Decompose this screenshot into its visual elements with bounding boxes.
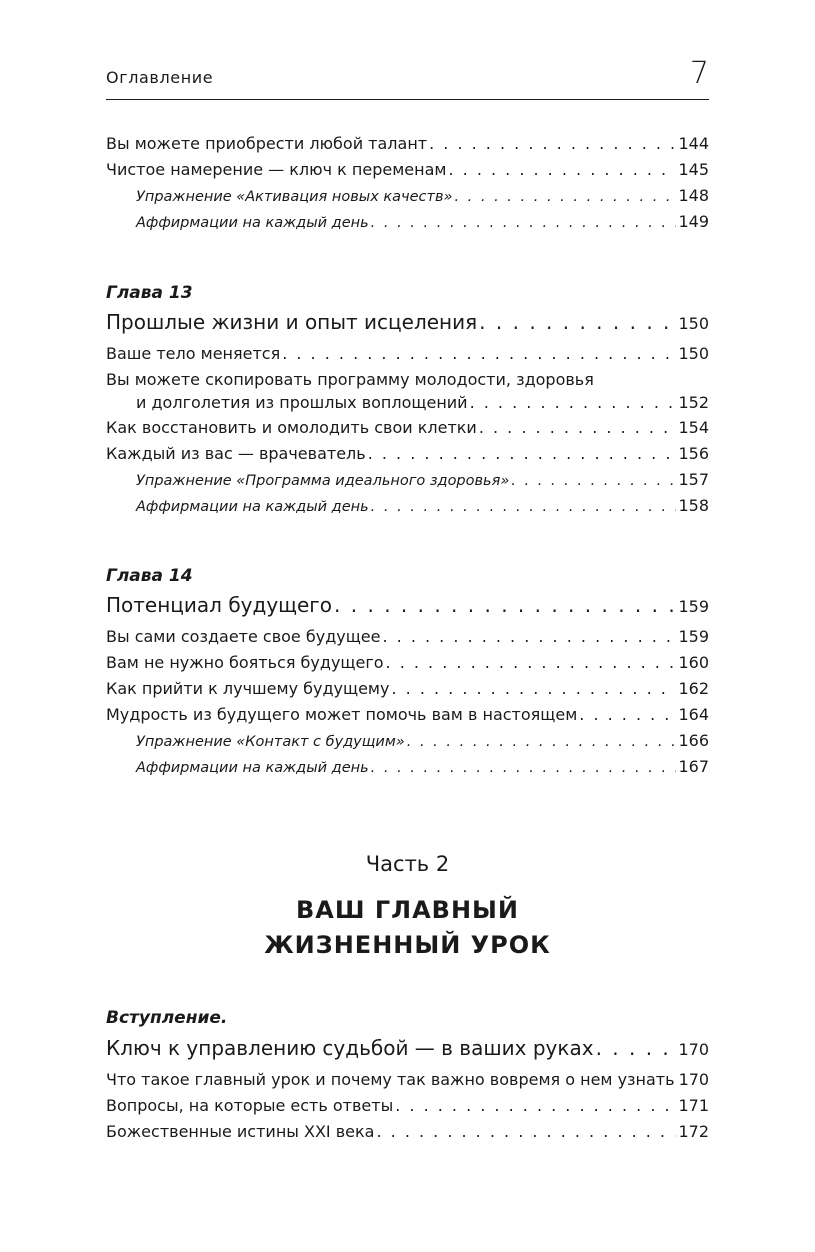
- dot-leader: [371, 758, 677, 778]
- dot-leader: [407, 732, 677, 752]
- dot-leader: [371, 497, 677, 517]
- dot-leader: [448, 160, 676, 180]
- chapter-title-entry[interactable]: [106, 1036, 709, 1062]
- toc-entry-title: Вам не нужно бояться будущего: [106, 653, 384, 672]
- toc-entry-exercise[interactable]: [136, 731, 709, 752]
- dot-leader: [454, 187, 676, 207]
- part-title-line2: ЖИЗНЕННЫЙ УРОК: [264, 931, 551, 959]
- toc-entry-page: 170: [678, 1070, 710, 1089]
- toc-entry[interactable]: [106, 627, 709, 647]
- toc-entry-page: 154: [678, 418, 709, 437]
- toc-entry-title: Как восстановить и омолодить свои клетки: [106, 418, 477, 437]
- toc-entry[interactable]: [106, 444, 709, 464]
- dot-leader: [395, 1096, 676, 1116]
- chapter-label: Глава 13: [106, 283, 193, 303]
- toc-entry-page: 148: [678, 186, 709, 205]
- dot-leader: [579, 705, 676, 725]
- dot-leader: [470, 393, 677, 413]
- dot-leader: [391, 679, 676, 699]
- toc-entry-title: Каждый из вас — врачеватель: [106, 444, 366, 463]
- toc-entry[interactable]: [106, 705, 709, 725]
- toc-entry[interactable]: [106, 1070, 709, 1090]
- toc-entry[interactable]: [106, 1096, 709, 1116]
- dot-leader: [386, 653, 677, 673]
- toc-entry-affirmations[interactable]: [136, 496, 709, 517]
- toc-entry-page: 149: [678, 212, 709, 231]
- toc-entry-title-line1[interactable]: Вы можете скопировать программу молодости, здоровья: [106, 370, 594, 389]
- toc-entry-title: Аффирмации на каждый день: [136, 499, 369, 515]
- toc-entry-page: 157: [678, 470, 709, 489]
- dot-leader: [479, 310, 676, 334]
- chapter-title: Ключ к управлению судьбой — в ваших руках: [106, 1036, 594, 1060]
- dot-leader: [282, 344, 676, 364]
- chapter-title: Потенциал будущего: [106, 593, 333, 617]
- toc-entry-exercise[interactable]: [136, 186, 709, 207]
- toc-entry[interactable]: [106, 1122, 709, 1142]
- dot-leader: [382, 627, 676, 647]
- header-rule: [106, 99, 709, 100]
- toc-entry-page: 150: [678, 344, 709, 363]
- toc-entry-page: 158: [678, 496, 709, 515]
- toc-entry[interactable]: [106, 653, 709, 673]
- toc-entry-page: 144: [678, 134, 709, 153]
- chapter-title-entry[interactable]: [106, 310, 709, 336]
- toc-entry-exercise[interactable]: [136, 470, 709, 491]
- chapter-title: Прошлые жизни и опыт исцеления: [106, 310, 478, 334]
- toc-entry-title: Мудрость из будущего может помочь вам в настоящем: [106, 705, 578, 724]
- toc-entry-page: 164: [678, 705, 709, 724]
- toc-entry-affirmations[interactable]: [136, 757, 709, 778]
- page-number: 7: [689, 56, 709, 91]
- dot-leader: [376, 1122, 676, 1142]
- toc-entry-title: Божественные истины XXI века: [106, 1122, 375, 1141]
- dot-leader: [511, 471, 676, 491]
- toc-entry-page: 171: [678, 1096, 709, 1115]
- toc-entry-title: Как прийти к лучшему будущему: [106, 679, 390, 698]
- toc-entry-page: 152: [678, 393, 709, 412]
- toc-entry-title: Упражнение «Активация новых качеств»: [136, 189, 453, 205]
- dot-leader: [479, 418, 677, 438]
- toc-entry-page: 162: [678, 679, 709, 698]
- toc-entry-title: Ваше тело меняется: [106, 344, 281, 363]
- toc-entry-title: Вы можете приобрести любой талант: [106, 134, 428, 153]
- toc-entry[interactable]: [106, 679, 709, 699]
- header-title: Оглавление: [106, 68, 214, 87]
- toc-entry[interactable]: [136, 393, 709, 413]
- toc-entry-title: Вы сами создаете свое будущее: [106, 627, 381, 646]
- toc-entry-page: 167: [678, 757, 709, 776]
- dot-leader: [334, 593, 676, 617]
- toc-entry-page: 160: [678, 653, 709, 672]
- toc-entry-page: 170: [678, 1040, 709, 1059]
- toc-entry-title-line2: и долголетия из прошлых воплощений: [136, 393, 468, 412]
- dot-leader: [596, 1036, 677, 1060]
- toc-entry[interactable]: [106, 344, 709, 364]
- toc-entry-title: Аффирмации на каждый день: [136, 760, 369, 776]
- toc-entry-page: 156: [678, 444, 709, 463]
- chapter-title-entry[interactable]: [106, 593, 709, 619]
- toc-entry-page: 150: [678, 314, 709, 333]
- toc-entry-title: Вопросы, на которые есть ответы: [106, 1096, 394, 1115]
- toc-entry-page: 159: [678, 627, 709, 646]
- toc-entry-page: 166: [678, 731, 709, 750]
- toc-entry-title: Упражнение «Контакт с будущим»: [136, 734, 405, 750]
- toc-entry[interactable]: [106, 418, 709, 438]
- part-title-line1: ВАШ ГЛАВНЫЙ: [295, 896, 519, 924]
- toc-entry-title: Чистое намерение — ключ к переменам: [106, 160, 447, 179]
- toc-entry-page: 172: [678, 1122, 709, 1141]
- chapter-label: Глава 14: [106, 566, 193, 586]
- toc-entry[interactable]: [106, 134, 709, 154]
- toc-entry-title: Аффирмации на каждый день: [136, 215, 369, 231]
- toc-entry[interactable]: [106, 160, 709, 180]
- part-label: Часть 2: [365, 852, 450, 876]
- dot-leader: [429, 134, 676, 154]
- toc-entry-title: Упражнение «Программа идеального здоровья»: [136, 473, 510, 489]
- toc-entry-page: 159: [678, 597, 709, 616]
- dot-leader: [371, 213, 677, 233]
- toc-entry-page: 145: [678, 160, 709, 179]
- toc-entry-title: Что такое главный урок и почему так важно вовремя о нем узнать: [106, 1070, 675, 1089]
- toc-entry-affirmations[interactable]: [136, 212, 709, 233]
- intro-label: Вступление.: [106, 1008, 228, 1028]
- dot-leader: [368, 444, 677, 464]
